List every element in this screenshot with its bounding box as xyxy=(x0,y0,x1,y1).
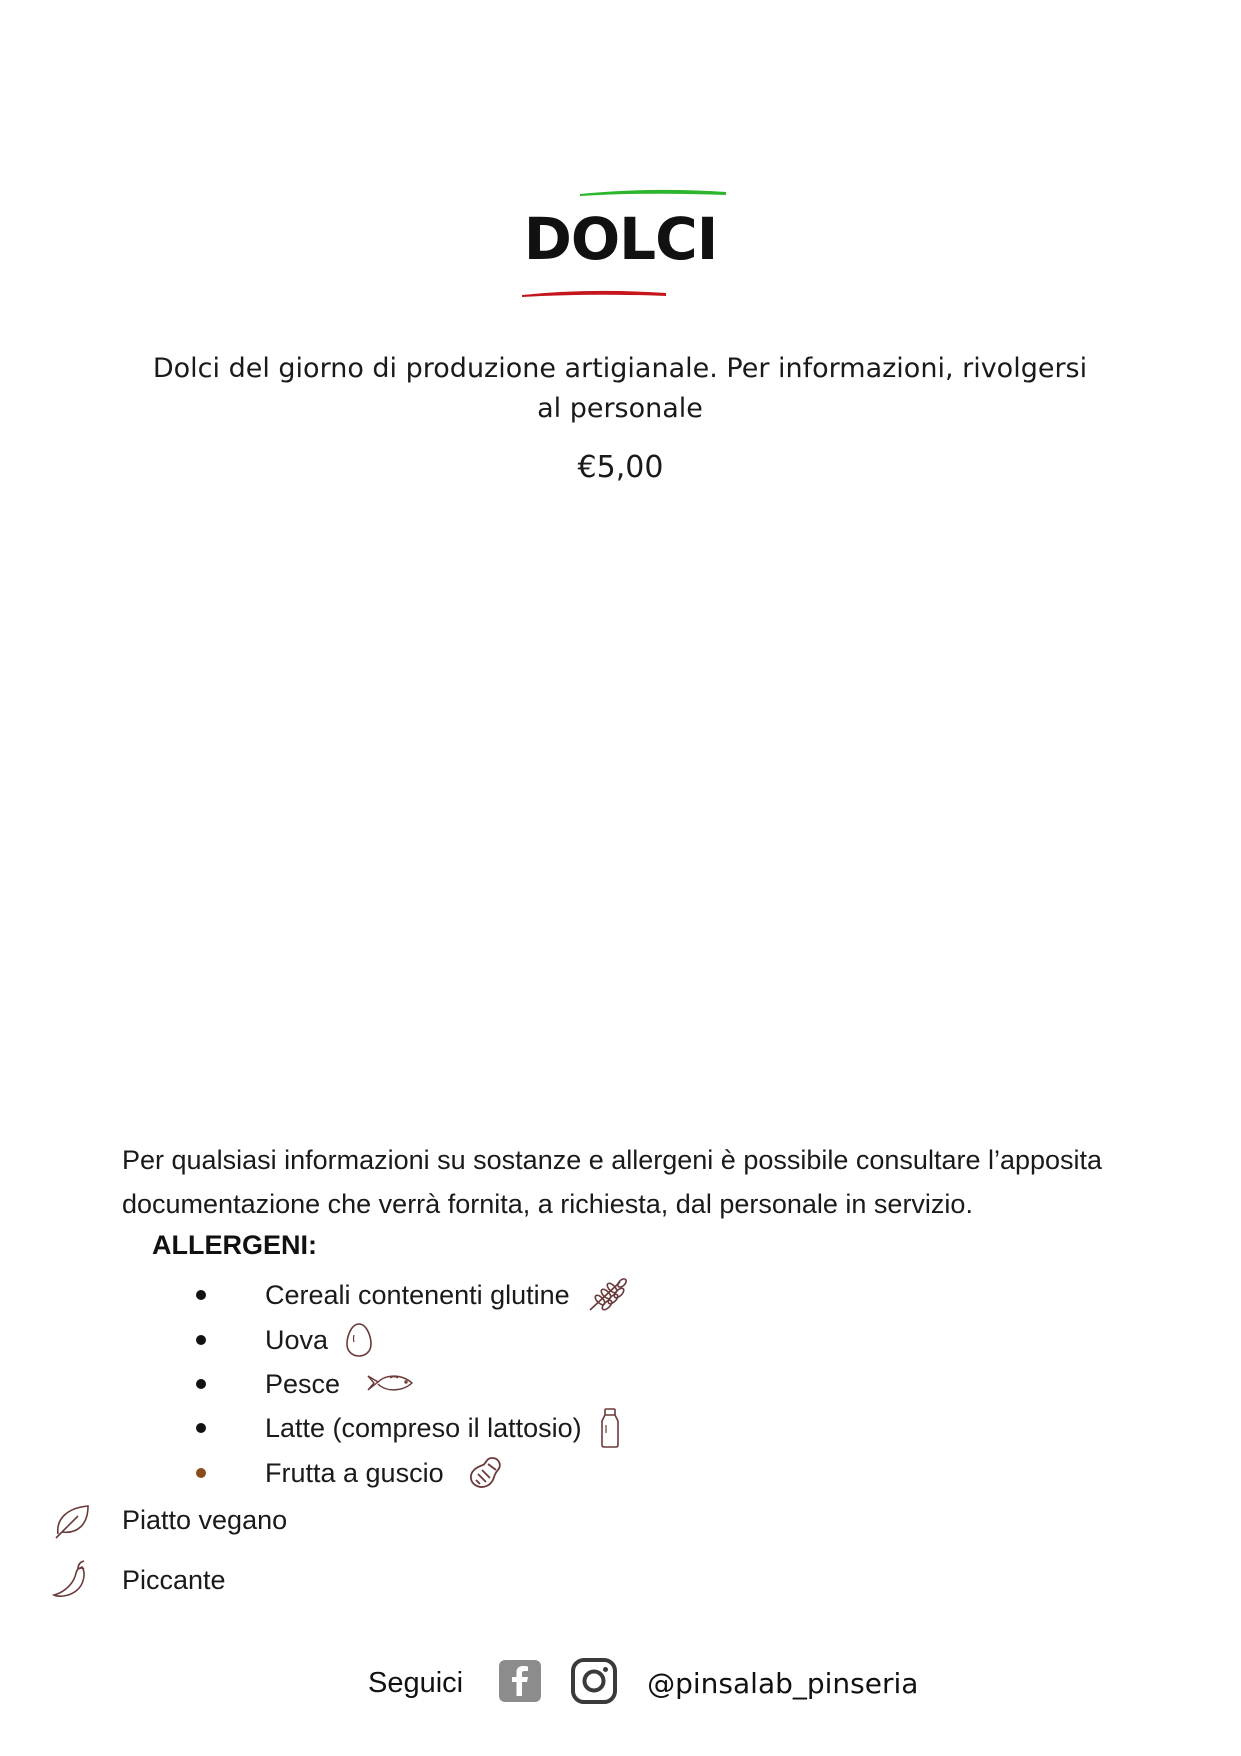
bullet xyxy=(196,1423,206,1433)
allergen-item-milk xyxy=(196,1406,622,1450)
allergen-label: Pesce xyxy=(265,1368,341,1399)
allergen-item-nuts xyxy=(196,1451,504,1495)
green-accent-stroke xyxy=(578,188,728,197)
allergen-info-text: Per qualsiasi informazioni su sostanze e allergeni è possibile consultare l’apposita documentazione che verrà fornita, a richiesta, dal personale in servizio. xyxy=(122,1145,1103,1219)
allergens-heading: ALLERGENI: xyxy=(152,1230,317,1260)
egg-icon xyxy=(344,1321,374,1359)
allergen-item-fish xyxy=(196,1362,416,1406)
social-handle[interactable]: @pinsalab_pinseria xyxy=(647,1666,919,1700)
footer-social xyxy=(368,1658,918,1708)
page-title: DOLCI xyxy=(523,205,718,273)
legend-label: Piccante xyxy=(122,1564,226,1595)
instagram-icon[interactable] xyxy=(571,1658,617,1709)
item-description: Dolci del giorno di produzione artigianale. Per informazioni, rivolgersi al personale xyxy=(152,353,1088,424)
legend-spicy xyxy=(52,1555,226,1605)
allergen-item-gluten xyxy=(196,1273,628,1317)
facebook-icon[interactable] xyxy=(499,1660,541,1707)
fish-icon xyxy=(366,1372,416,1396)
allergen-item-eggs xyxy=(196,1318,374,1362)
allergen-label: Uova xyxy=(265,1324,329,1355)
leaf-icon xyxy=(52,1500,98,1540)
milk-bottle-icon xyxy=(598,1407,622,1449)
allergen-label: Latte (compreso il lattosio) xyxy=(265,1412,582,1443)
allergen-label: Frutta a guscio xyxy=(265,1457,444,1488)
bullet xyxy=(196,1335,206,1345)
legend-vegan xyxy=(52,1495,287,1545)
allergen-label: Cereali contenenti glutine xyxy=(265,1279,570,1310)
legend-label: Piatto vegano xyxy=(122,1504,288,1535)
red-accent-stroke xyxy=(520,288,668,298)
bullet xyxy=(196,1290,206,1300)
peanut-icon xyxy=(466,1454,504,1492)
chili-pepper-icon xyxy=(52,1559,98,1601)
item-price: €5,00 xyxy=(577,450,664,485)
bullet xyxy=(196,1379,206,1389)
bullet xyxy=(196,1468,206,1478)
follow-label: Seguici xyxy=(368,1666,464,1699)
wheat-icon xyxy=(586,1276,628,1314)
